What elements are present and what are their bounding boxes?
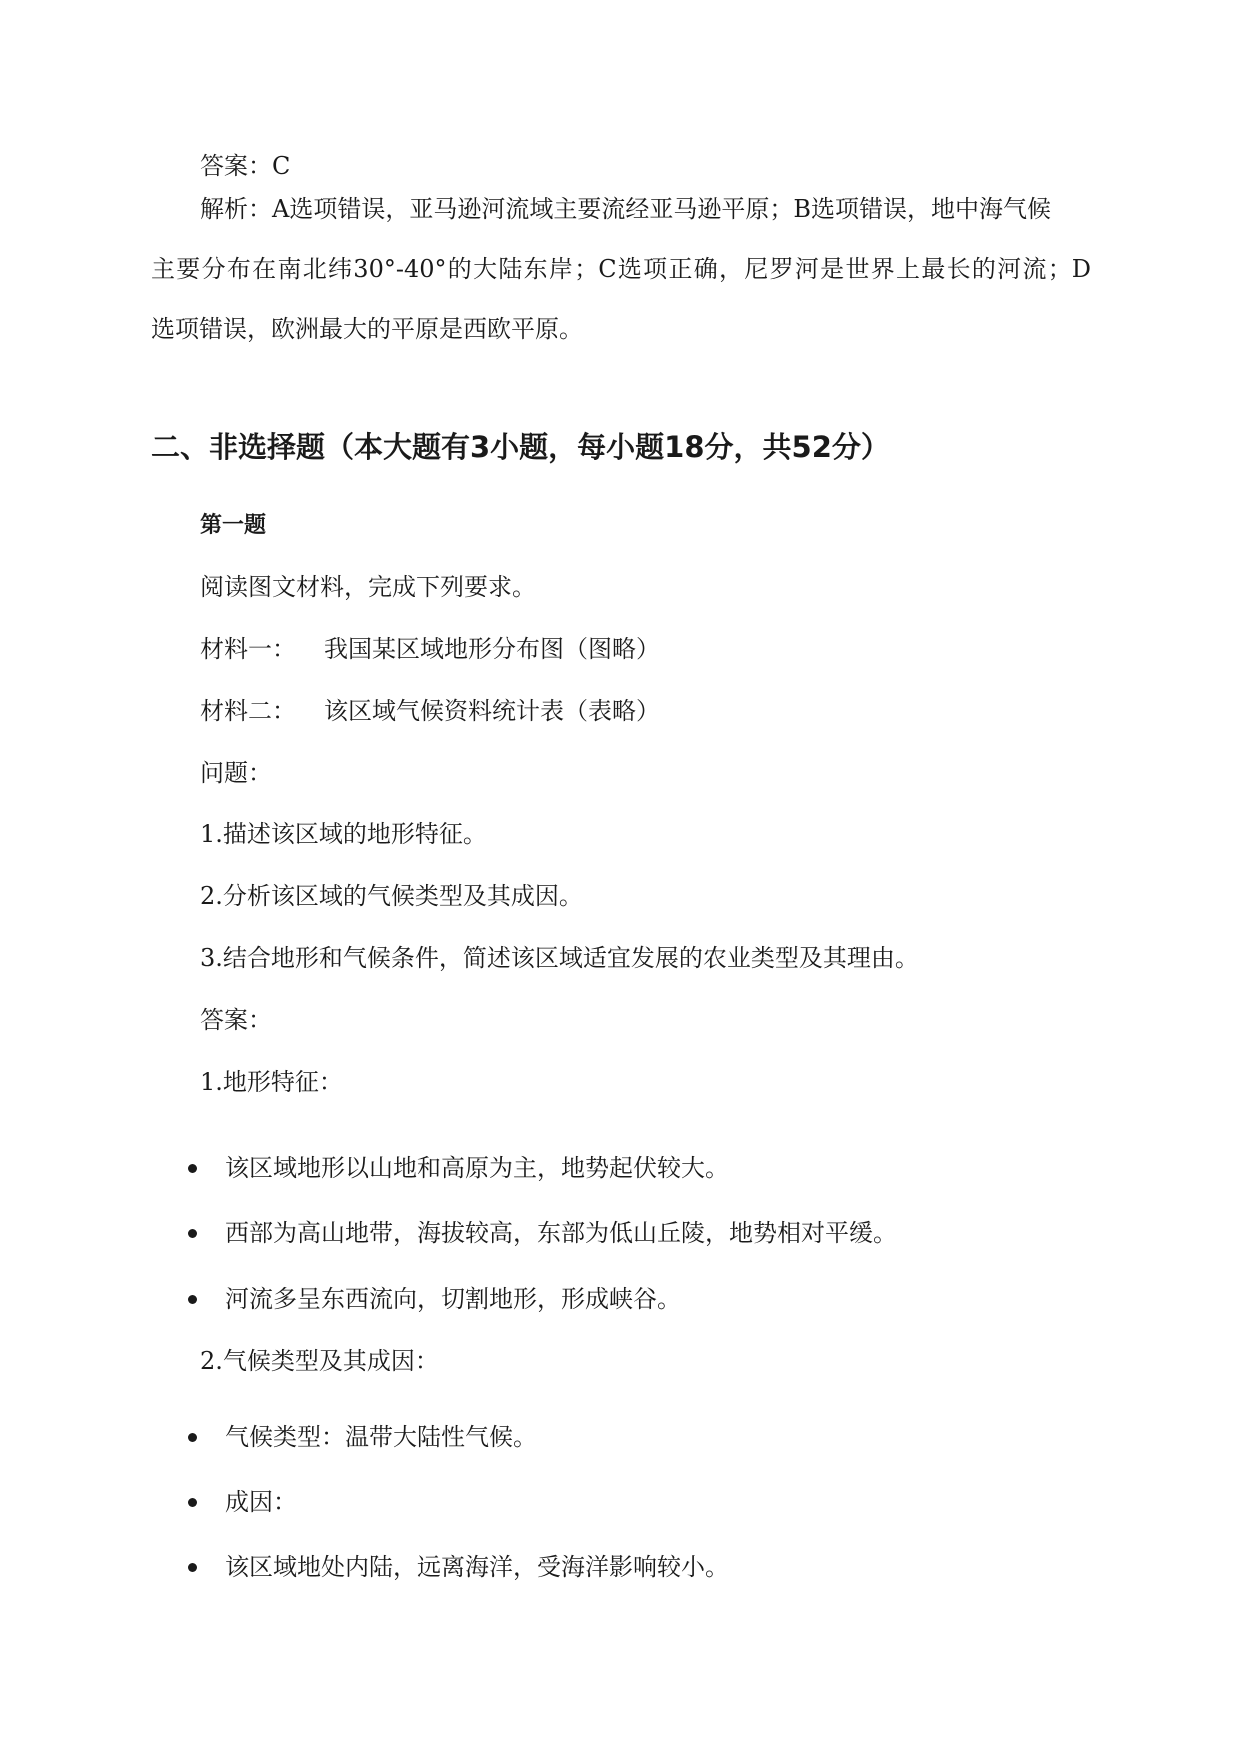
answer-1-bullet-2: 西部为高山地带，海拔较高，东部为低山丘陵，地势相对平缓。 — [225, 1219, 897, 1247]
mc-answer-line: 答案：C — [200, 152, 291, 180]
material-2-text: 该区域气候资料统计表（表略） — [324, 697, 660, 725]
material-2-label: 材料二： — [200, 697, 296, 725]
question-title: 第一题 — [200, 513, 267, 538]
material-1-text: 我国某区域地形分布图（图略） — [324, 635, 660, 663]
question-item-3: 3.结合地形和气候条件，简述该区域适宜发展的农业类型及其理由。 — [200, 944, 919, 972]
material-2 — [200, 695, 660, 727]
bullet-dot — [188, 1229, 197, 1238]
answer-2-bullet-3: 该区域地处内陆，远离海洋，受海洋影响较小。 — [225, 1553, 729, 1581]
bullet-dot — [188, 1563, 197, 1572]
answer-2-bullet-2: 成因： — [225, 1488, 297, 1516]
mc-analysis-line-2: 主要分布在南北纬30°-40°的大陆东岸；C选项正确，尼罗河是世界上最长的河流；D — [151, 255, 1091, 283]
bullet-dot — [188, 1433, 197, 1442]
question-item-1: 1.描述该区域的地形特征。 — [200, 820, 487, 848]
answer-2-title: 2.气候类型及其成因： — [200, 1347, 439, 1375]
mc-analysis-line-1: 解析：A选项错误，亚马逊河流域主要流经亚马逊平原；B选项错误，地中海气候 — [200, 195, 1051, 223]
mc-analysis-line-3: 选项错误，欧洲最大的平原是西欧平原。 — [151, 315, 583, 343]
questions-label: 问题： — [200, 759, 272, 787]
section-heading: 二、非选择题（本大题有3小题，每小题18分，共52分） — [151, 430, 890, 464]
answer-label: 答案： — [200, 1006, 272, 1034]
bullet-dot — [188, 1164, 197, 1173]
bullet-dot — [188, 1498, 197, 1507]
material-1 — [200, 633, 660, 665]
answer-1-bullet-1: 该区域地形以山地和高原为主，地势起伏较大。 — [225, 1154, 729, 1182]
material-1-label: 材料一： — [200, 635, 296, 663]
question-instruction: 阅读图文材料，完成下列要求。 — [200, 573, 536, 601]
answer-1-bullet-3: 河流多呈东西流向，切割地形，形成峡谷。 — [225, 1285, 681, 1313]
answer-1-title: 1.地形特征： — [200, 1068, 343, 1096]
bullet-dot — [188, 1295, 197, 1304]
question-item-2: 2.分析该区域的气候类型及其成因。 — [200, 882, 583, 910]
answer-2-bullet-1: 气候类型：温带大陆性气候。 — [225, 1423, 537, 1451]
